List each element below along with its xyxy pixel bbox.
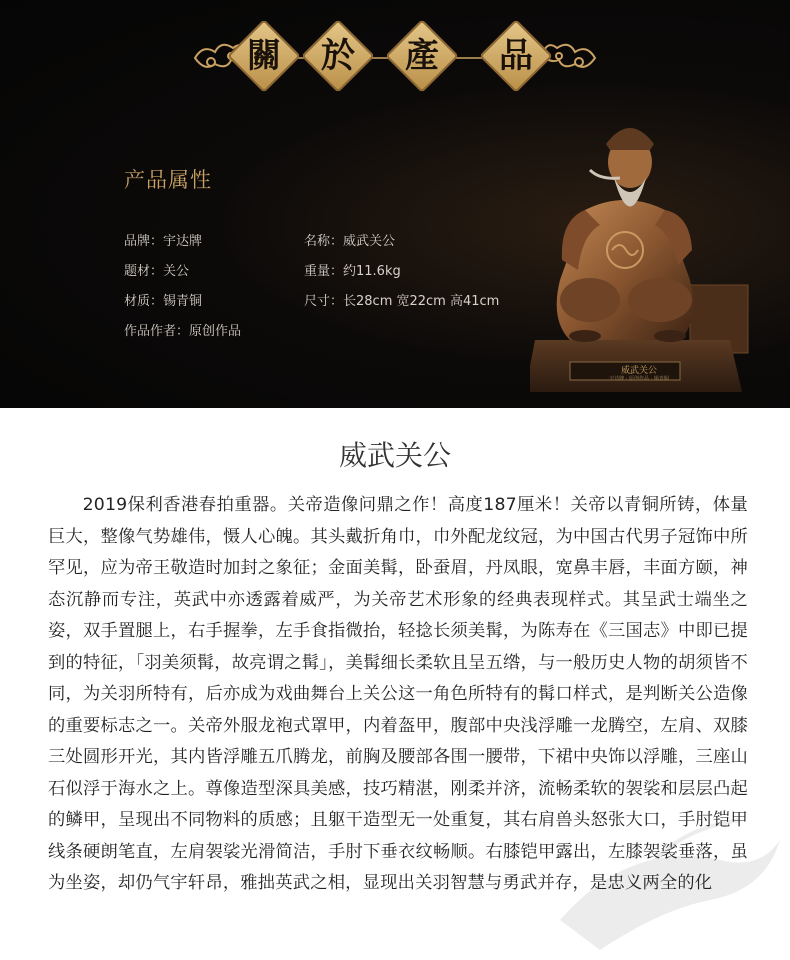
guan-gong-statue-image (530, 100, 760, 400)
attr-subject: 题材：关公 (124, 264, 190, 279)
title-char-2: 於 (300, 18, 376, 94)
product-description: 2019保利香港春拍重器。关帝造像问鼎之作！高度187厘米！关帝以青铜所铸，体量巨大，整像气势雄伟，慑人心魄。其头戴折角巾，巾外配龙纹冠，为中国古代男子冠饰中所罕见，应为帝王敬造时加封之象征；金面美髯，卧蚕眉，丹凤眼，宽鼻丰唇，丰面方颐，神态沉静而专注，英武中亦透露着威严，为关帝艺术形象的经典表现样式。其呈武士端坐之姿，双手置腿上，右手握拳，左手食指微抬，轻捻长须美髯，为陈寿在《三国志》中即已提到的特征，「羽美须髯，故亮谓之髯」，美髯细长柔软且呈五绺，与一般历史人物的胡须皆不同，为关羽所特有，后亦成为戏曲舞台上关公这一角色所特有的髯口样式，是判断关公造像的重要标志之一。关帝外服龙袍式罩甲，内着盔甲，腹部中央浅浮雕一龙腾空，左肩、双膝三处圆形开光，其内皆浮雕五爪腾龙，前胸及腰部各围一腰带，下裙中央饰以浮雕，三座山石似浮于海水之上。尊像造型深具美感，技巧精湛，刚柔并济，流畅柔软的袈裟和层层凸起的鳞甲，呈现出不同物料的质感；且躯干造型无一处重复，其右肩兽头怒张大口，手肘铠甲线条硬朗笔直，左肩袈裟光滑简洁，手肘下垂衣纹畅顺。右膝铠甲露出，左膝袈裟垂落，虽为坐姿，却仍气宇轩昂，雅拙英武之相，显现出关羽智慧与勇武并存，是忠义两全的化 (48, 495, 748, 893)
top-banner (0, 0, 790, 408)
attr-name: 名称：威武关公 (304, 234, 396, 249)
attr-material: 材质：锡青铜 (124, 294, 203, 309)
statue-plaque-text: 威武关公 (620, 366, 657, 376)
product-title: 威武关公 (338, 439, 451, 472)
attr-weight: 重量：约11.6kg (304, 264, 401, 279)
attr-size: 尺寸：长28cm 宽22cm 高41cm (304, 294, 500, 309)
attr-author: 作品作者：原创作品 (124, 324, 242, 339)
attr-brand: 品牌：宇达牌 (124, 234, 203, 249)
attributes-heading: 产品属性 (124, 168, 212, 192)
title-char-1: 關 (226, 18, 302, 94)
title-char-4: 品 (478, 18, 554, 94)
statue-plaque-subtext: 宇达牌 · 原创作品 · 锡青铜 (609, 376, 669, 382)
title-char-3: 產 (384, 18, 460, 94)
